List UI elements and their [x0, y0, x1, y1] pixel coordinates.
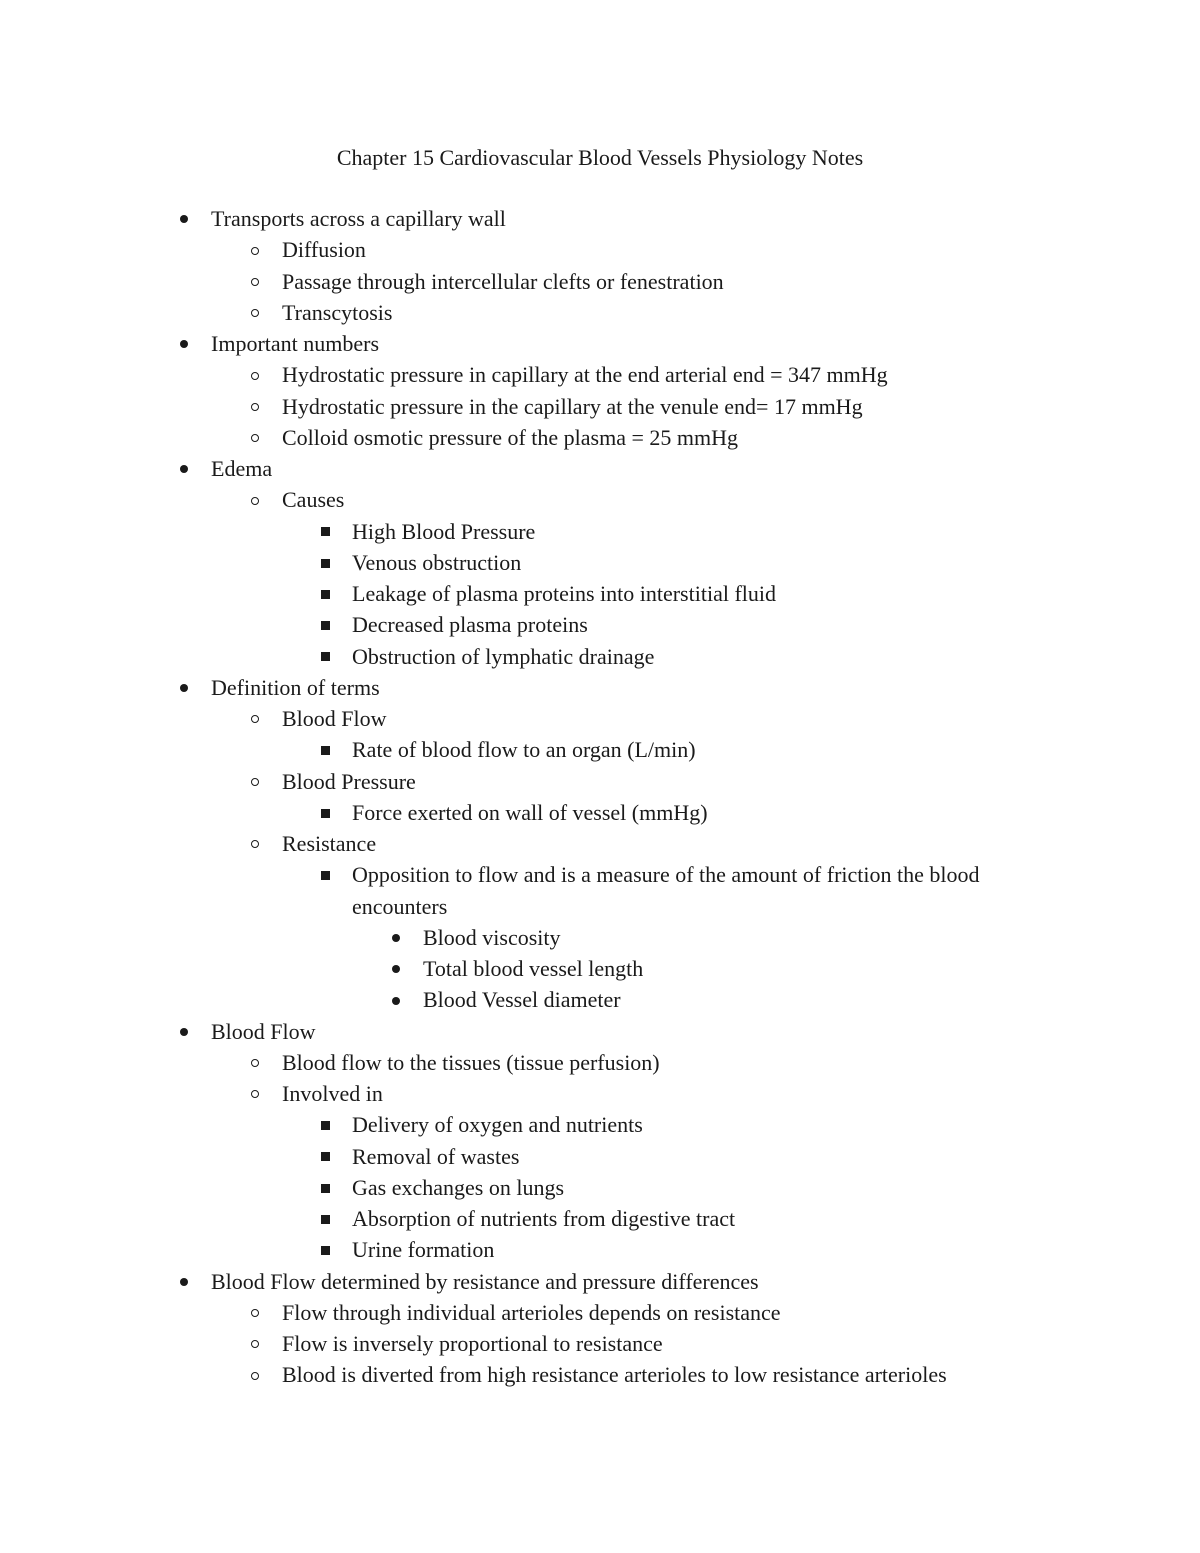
list-item-text: Leakage of plasma proteins into interstitial fluid: [352, 581, 776, 606]
hollow-circle-bullet-icon: [245, 828, 265, 859]
list-item-text: Involved in: [282, 1081, 383, 1106]
list-item-text: encounters: [352, 893, 448, 919]
list-item-text: Blood Pressure: [282, 768, 416, 794]
list-item-text: Edema: [211, 456, 273, 481]
hollow-circle-bullet-icon: [245, 422, 265, 453]
list-item: [0, 1109, 1200, 1140]
hollow-circle-bullet-icon: [245, 484, 265, 515]
list-item: [0, 1016, 1200, 1047]
list-item: [0, 203, 1200, 234]
square-bullet-icon: [315, 1109, 335, 1140]
list-item-text: Force exerted on wall of vessel (mmHg): [352, 799, 708, 825]
list-item: [0, 266, 1200, 297]
square-bullet-icon: [315, 547, 335, 578]
hollow-circle-bullet-icon: [245, 297, 265, 328]
hollow-circle-bullet-icon: [245, 1078, 265, 1109]
square-bullet-icon: [315, 797, 335, 828]
filled-circle-bullet-icon: [174, 328, 194, 359]
list-item: [0, 1297, 1200, 1328]
hollow-circle-bullet-icon: [245, 1297, 265, 1328]
filled-circle-bullet-icon: [174, 672, 194, 703]
list-item-text: Diffusion: [282, 237, 366, 263]
square-bullet-icon: [315, 1203, 335, 1234]
list-item: [0, 797, 1200, 828]
square-bullet-icon: [315, 578, 335, 609]
list-item-text: Important numbers: [211, 331, 380, 356]
square-bullet-icon: [315, 1141, 335, 1172]
list-item: [0, 703, 1200, 734]
list-item-text: Causes: [282, 487, 345, 513]
list-item: [0, 234, 1200, 265]
list-item-text: Blood is diverted from high resistance arterioles to low resistance arterioles: [282, 1362, 947, 1388]
list-item: [0, 422, 1200, 453]
filled-circle-bullet-icon: [174, 203, 194, 234]
filled-circle-bullet-icon: [174, 453, 194, 484]
list-item: [0, 516, 1200, 547]
list-item: [0, 1328, 1200, 1359]
square-bullet-icon: [315, 516, 335, 547]
list-item-continuation: [0, 891, 1200, 922]
page-title: Chapter 15 Cardiovascular Blood Vessels Physiology Notes: [336, 145, 864, 170]
list-item: [0, 609, 1200, 640]
list-item-text: Blood Vessel diameter: [423, 987, 621, 1013]
list-item: [0, 453, 1200, 484]
list-item: [0, 1047, 1200, 1078]
list-item-text: Blood viscosity: [423, 924, 561, 950]
hollow-circle-bullet-icon: [245, 703, 265, 734]
filled-circle-bullet-icon: [386, 922, 406, 953]
list-item: [0, 922, 1200, 953]
hollow-circle-bullet-icon: [245, 266, 265, 297]
list-item-text: Transports across a capillary wall: [211, 206, 506, 231]
list-item-text: Transcytosis: [282, 299, 393, 325]
list-item-text: Passage through intercellular clefts or fenestration: [282, 268, 724, 294]
hollow-circle-bullet-icon: [245, 359, 265, 390]
list-item-text: Gas exchanges on lungs: [352, 1174, 565, 1200]
filled-circle-bullet-icon: [386, 984, 406, 1015]
filled-circle-bullet-icon: [174, 1266, 194, 1297]
list-item: [0, 359, 1200, 390]
list-item-text: Opposition to flow and is a measure of the amount of friction the blood: [352, 862, 980, 888]
list-item-text: High Blood Pressure: [352, 518, 536, 544]
hollow-circle-bullet-icon: [245, 234, 265, 265]
square-bullet-icon: [315, 1234, 335, 1265]
hollow-circle-bullet-icon: [245, 1047, 265, 1078]
list-item: [0, 578, 1200, 609]
list-item: [0, 391, 1200, 422]
list-item: [0, 547, 1200, 578]
list-item-text: Absorption of nutrients from digestive tract: [352, 1206, 736, 1231]
hollow-circle-bullet-icon: [245, 1359, 265, 1390]
list-item-text: Blood Flow: [282, 706, 387, 731]
list-item-text: Blood Flow: [211, 1018, 316, 1044]
list-item-text: Removal of wastes: [352, 1143, 520, 1169]
square-bullet-icon: [315, 641, 335, 672]
notes-list: [0, 203, 1200, 1391]
list-item-text: Flow through individual arterioles depends on resistance: [282, 1299, 781, 1325]
list-item-text: Flow is inversely proportional to resistance: [282, 1331, 663, 1356]
hollow-circle-bullet-icon: [245, 766, 265, 797]
list-item: [0, 1266, 1200, 1297]
list-item: [0, 766, 1200, 797]
list-item: [0, 1141, 1200, 1172]
list-item: [0, 734, 1200, 765]
square-bullet-icon: [315, 1172, 335, 1203]
square-bullet-icon: [315, 859, 335, 890]
filled-circle-bullet-icon: [386, 953, 406, 984]
list-item: [0, 328, 1200, 359]
list-item-text: Colloid osmotic pressure of the plasma = 25 mmHg: [282, 424, 739, 450]
list-item: [0, 1203, 1200, 1234]
list-item-text: Total blood vessel length: [423, 956, 644, 981]
list-item: [0, 1172, 1200, 1203]
hollow-circle-bullet-icon: [245, 391, 265, 422]
list-item-text: Hydrostatic pressure in capillary at the end arterial end = 347 mmHg: [282, 362, 888, 388]
list-item: [0, 828, 1200, 859]
filled-circle-bullet-icon: [174, 1016, 194, 1047]
list-item: [0, 1078, 1200, 1109]
square-bullet-icon: [315, 609, 335, 640]
list-item: [0, 953, 1200, 984]
list-item: [0, 484, 1200, 515]
list-item-text: Resistance: [282, 831, 377, 856]
list-item-text: Urine formation: [352, 1237, 495, 1263]
list-item: [0, 297, 1200, 328]
list-item: [0, 984, 1200, 1015]
list-item-text: Hydrostatic pressure in the capillary at the venule end= 17 mmHg: [282, 393, 863, 419]
list-item: [0, 641, 1200, 672]
list-item: [0, 1234, 1200, 1265]
list-item: [0, 859, 1200, 890]
list-item-text: Obstruction of lymphatic drainage: [352, 643, 655, 669]
list-item-text: Delivery of oxygen and nutrients: [352, 1112, 643, 1138]
list-item: [0, 1359, 1200, 1390]
list-item-text: Blood Flow determined by resistance and pressure differences: [211, 1268, 759, 1294]
list-item-text: Definition of terms: [211, 674, 380, 700]
list-item: [0, 672, 1200, 703]
list-item-text: Blood flow to the tissues (tissue perfusion): [282, 1049, 660, 1075]
square-bullet-icon: [315, 734, 335, 765]
hollow-circle-bullet-icon: [245, 1328, 265, 1359]
list-item-text: Venous obstruction: [352, 549, 522, 575]
list-item-text: Decreased plasma proteins: [352, 612, 588, 638]
list-item-text: Rate of blood flow to an organ (L/min): [352, 737, 696, 763]
